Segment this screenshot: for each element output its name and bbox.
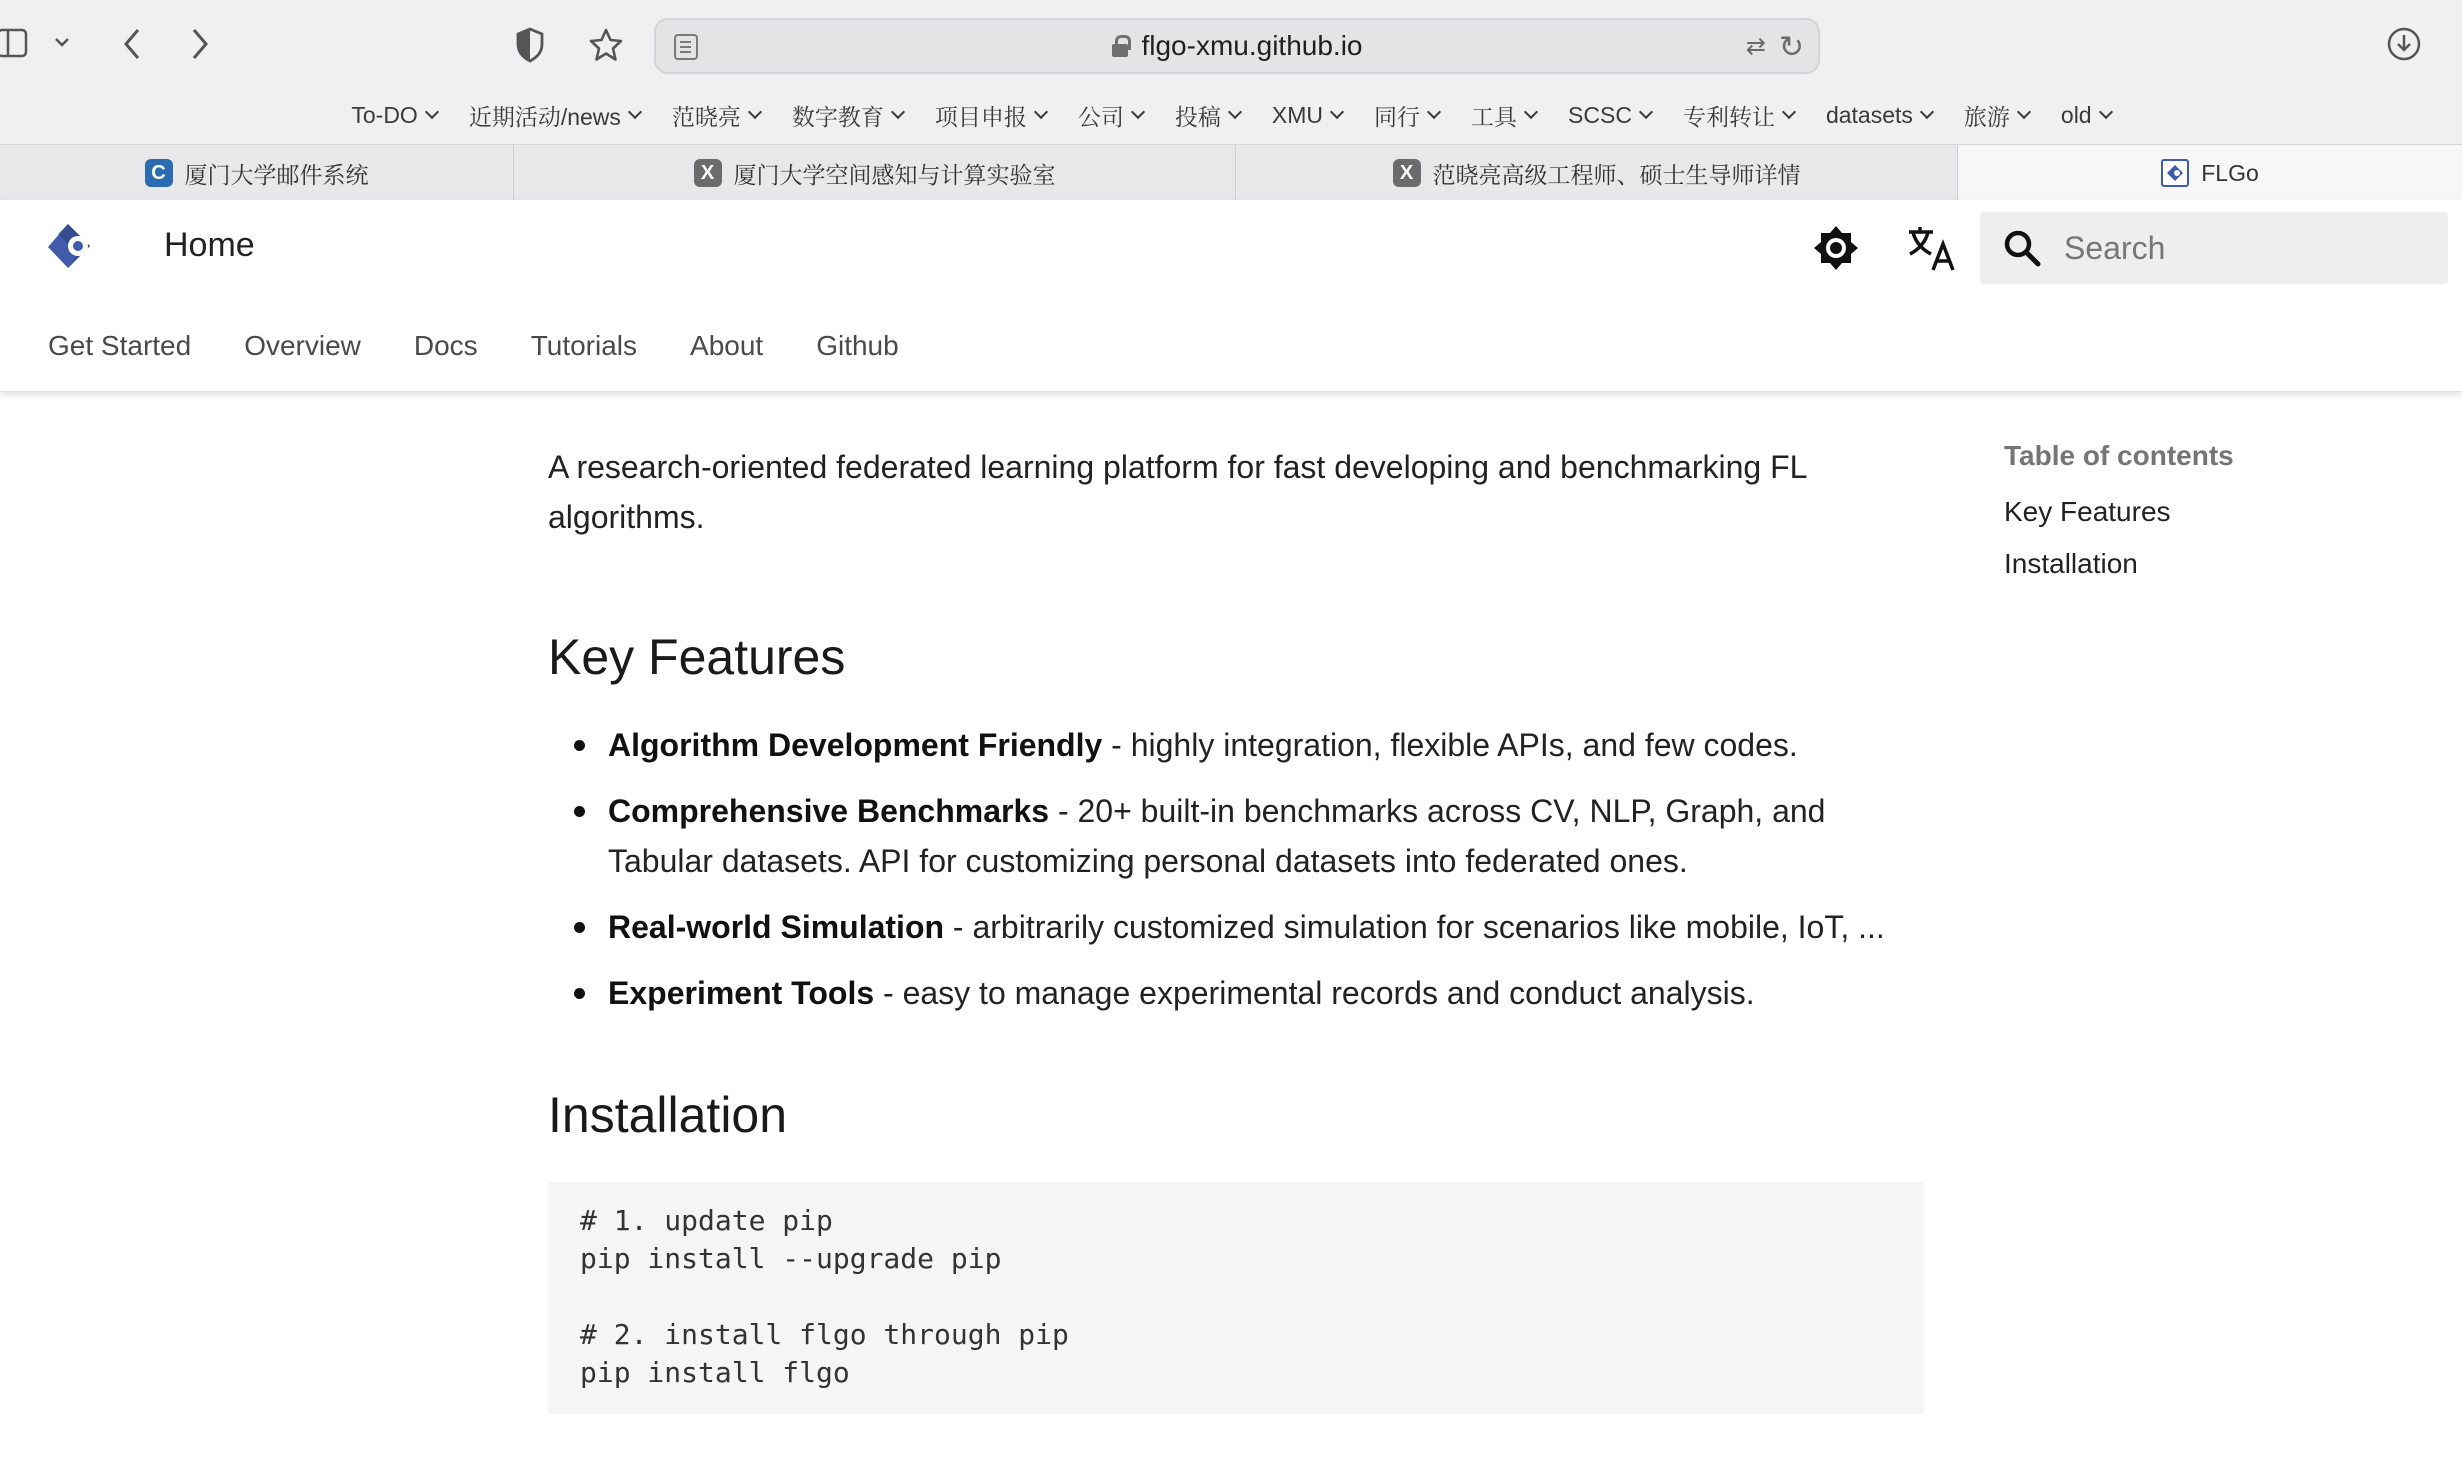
bookmark-folder[interactable] — [1948, 99, 2045, 132]
browser-toolbar — [0, 0, 2462, 92]
theme-toggle-button[interactable] — [1808, 220, 1864, 276]
flgo-favicon-icon — [2161, 159, 2189, 187]
reload-icon[interactable]: ↻ — [1778, 30, 1804, 65]
nav-get-started[interactable]: Get Started — [48, 330, 192, 361]
bookmark-label: 数字教育 — [791, 103, 884, 130]
browser-tab[interactable] — [1236, 145, 1958, 201]
bookmark-label: 投稿 — [1174, 103, 1221, 130]
key-features-heading: Key Features — [548, 629, 846, 685]
bookmark-label: SCSC — [1568, 101, 1632, 128]
feature-name: Comprehensive Benchmarks — [608, 793, 1050, 829]
chevron-down-icon — [2099, 105, 2113, 119]
chevron-down-icon — [1131, 105, 1145, 119]
chevron-down-icon — [1427, 105, 1441, 119]
chevron-down-icon — [1920, 105, 1934, 119]
features-list — [548, 720, 1928, 1018]
bookmark-label: datasets — [1825, 101, 1913, 128]
tab-title: FLGo — [2201, 159, 2259, 186]
flgo-logo-icon[interactable] — [46, 220, 100, 274]
toc-item-installation[interactable]: Installation — [2004, 548, 2138, 579]
address-bar[interactable] — [654, 18, 1820, 74]
back-button[interactable] — [110, 20, 154, 68]
install-code-block[interactable]: # 1. update pip pip install --upgrade pip # 2. install flgo through pip pip install flgo — [548, 1182, 1924, 1414]
chevron-down-icon — [1524, 105, 1538, 119]
bookmark-label: old — [2060, 101, 2092, 128]
chevron-down-icon — [1034, 105, 1048, 119]
bookmark-label: 旅游 — [1963, 103, 2010, 130]
chevron-down-icon — [1782, 105, 1796, 119]
bookmark-folder[interactable] — [1667, 99, 1810, 132]
bookmark-label: XMU — [1271, 101, 1324, 128]
lab-favicon-icon: X — [694, 159, 722, 187]
bookmark-folder[interactable] — [1810, 102, 1948, 129]
list-item — [548, 720, 1928, 770]
chevron-down-icon — [2017, 105, 2031, 119]
bookmark-folder[interactable] — [1358, 99, 1455, 132]
feature-name: Real-world Simulation — [608, 909, 945, 945]
search-input[interactable] — [2064, 212, 2434, 284]
toc-title: Table of contents — [2004, 440, 2234, 471]
browser-tab[interactable] — [0, 145, 514, 201]
site-header — [0, 200, 2462, 392]
bookmark-folder[interactable] — [919, 99, 1062, 132]
toc-item-key-features[interactable]: Key Features — [2004, 496, 2171, 527]
bookmark-label: 范晓亮 — [671, 103, 741, 130]
translate-icon — [1907, 224, 1957, 272]
bookmark-folder[interactable] — [776, 99, 919, 132]
bookmark-folder[interactable] — [1552, 102, 1667, 129]
lock-icon — [1111, 35, 1129, 57]
bookmarks-bar — [0, 92, 2462, 138]
chevron-down-icon — [1639, 105, 1653, 119]
bookmark-folder[interactable] — [1455, 99, 1552, 132]
feature-name: Experiment Tools — [608, 975, 875, 1011]
url-text: flgo-xmu.github.io — [1141, 30, 1363, 61]
bookmark-label: 公司 — [1077, 103, 1124, 130]
chevron-down-icon — [628, 105, 642, 119]
installation-heading: Installation — [548, 1087, 788, 1143]
list-item — [548, 968, 1928, 1018]
tab-groups-chevron-icon[interactable] — [50, 30, 74, 54]
bookmark-folder[interactable] — [1159, 99, 1256, 132]
nav-docs[interactable]: Docs — [413, 330, 478, 361]
feature-desc: - 20+ built-in benchmarks across CV, NLP, Graph, and Tabular datasets. API for customizing personal datasets into federated ones. — [608, 793, 1826, 879]
browser-tab-active[interactable] — [1958, 145, 2462, 201]
main-content — [548, 392, 1928, 1414]
tab-title: 范晓亮高级工程师、硕士生导师详情 — [1432, 161, 1801, 188]
shield-icon[interactable] — [508, 22, 552, 68]
table-of-contents — [2004, 440, 2404, 580]
browser-chrome — [0, 0, 2462, 200]
nav-overview[interactable]: Overview — [244, 330, 361, 361]
bookmark-folder[interactable] — [1062, 99, 1159, 132]
search-icon — [2002, 228, 2042, 268]
bookmark-label: 近期活动/news — [468, 103, 621, 130]
chevron-down-icon — [1330, 105, 1344, 119]
tab-title: 厦门大学空间感知与计算实验室 — [733, 161, 1056, 188]
chevron-down-icon — [748, 105, 762, 119]
chevron-down-icon — [891, 105, 905, 119]
feature-desc: - arbitrarily customized simulation for scenarios like mobile, IoT, ... — [944, 909, 1885, 945]
translate-icon[interactable]: ⇄ — [1745, 32, 1766, 60]
list-item — [548, 902, 1928, 952]
bookmark-folder[interactable] — [1256, 102, 1358, 129]
nav-about[interactable]: About — [690, 330, 764, 361]
feature-desc: - easy to manage experimental records and conduct analysis. — [874, 975, 1755, 1011]
mail-favicon-icon: C — [145, 159, 173, 187]
chevron-down-icon — [1228, 105, 1242, 119]
bookmark-label: 专利转让 — [1682, 103, 1775, 130]
bookmark-label: 项目申报 — [934, 103, 1027, 130]
site-nav — [48, 330, 952, 362]
chevron-down-icon — [425, 105, 439, 119]
bookmark-folder[interactable] — [453, 99, 656, 132]
list-item — [548, 786, 1928, 886]
sidebar-toggle-icon[interactable] — [0, 26, 30, 60]
bookmark-label: 工具 — [1471, 103, 1518, 130]
tab-bar — [0, 144, 2462, 200]
nav-tutorials[interactable]: Tutorials — [530, 330, 638, 361]
bookmark-folder[interactable] — [656, 99, 776, 132]
bookmark-star-icon[interactable] — [584, 22, 628, 68]
search-box[interactable] — [1980, 212, 2448, 284]
browser-tab[interactable] — [514, 145, 1236, 201]
bookmark-label: 同行 — [1374, 103, 1421, 130]
nav-github[interactable]: Github — [816, 330, 899, 361]
downloads-icon[interactable] — [2384, 24, 2424, 64]
feature-name: Algorithm Development Friendly — [608, 727, 1103, 763]
language-button[interactable] — [1904, 220, 1960, 276]
bookmark-folder[interactable] — [2045, 102, 2127, 129]
bookmark-label: To-DO — [351, 101, 418, 128]
tab-title: 厦门大学邮件系统 — [184, 161, 369, 188]
profile-favicon-icon: X — [1393, 159, 1421, 187]
page-title: Home — [164, 226, 255, 264]
forward-button[interactable] — [178, 20, 222, 68]
brightness-icon — [1812, 224, 1860, 272]
feature-desc: - highly integration, flexible APIs, and few codes. — [1102, 727, 1798, 763]
intro-text: A research-oriented federated learning platform for fast developing and benchmarking FL algorithms. — [548, 449, 1807, 535]
bookmark-folder[interactable] — [335, 102, 452, 129]
